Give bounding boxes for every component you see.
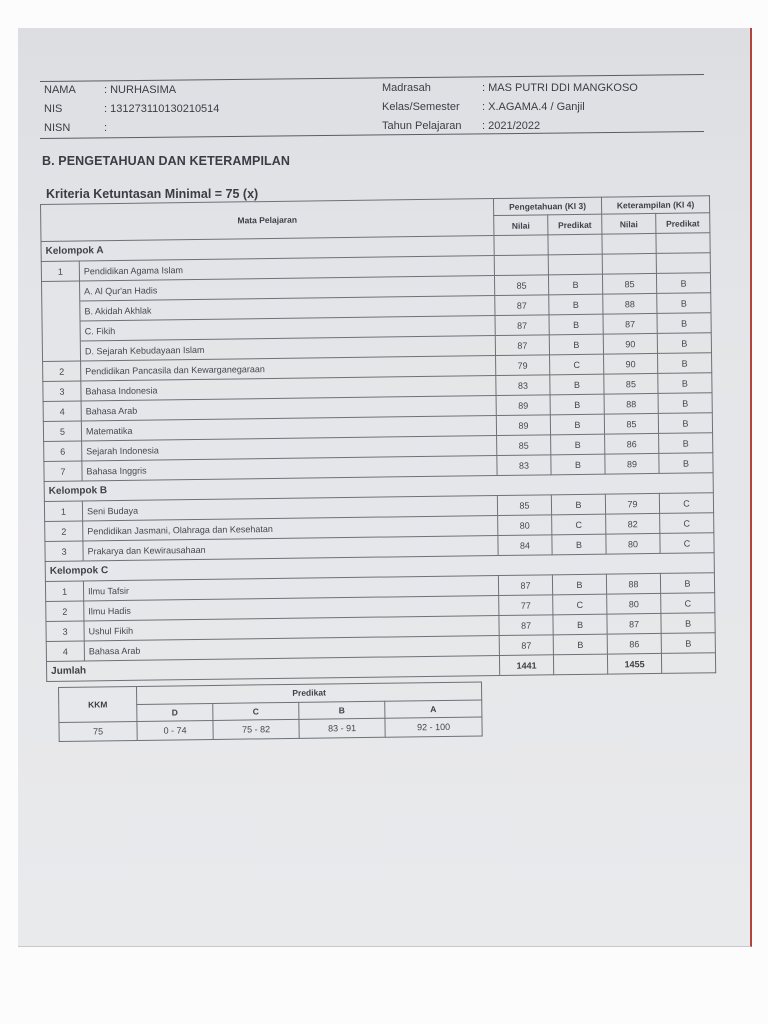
- ki4-predikat: B: [657, 313, 711, 334]
- ki3-nilai: 89: [496, 415, 550, 436]
- ki4-column-header: Keterampilan (KI 4): [601, 196, 709, 214]
- name-label: NAMA: [44, 84, 76, 96]
- ki4-nilai: 86: [607, 633, 661, 654]
- nisn-value: :: [104, 122, 108, 134]
- grade-b-header: B: [299, 701, 385, 720]
- subject-name: Pendidikan Jasmani, Olahraga dan Kesehatan: [83, 516, 498, 541]
- ki4-predikat: B: [661, 633, 715, 654]
- row-number: 6: [44, 441, 82, 461]
- subject-name: Pendidikan Agama Islam: [79, 256, 494, 281]
- ki4-predikat: C: [660, 513, 714, 534]
- ki4-nilai: 80: [606, 533, 660, 554]
- ki3-nilai: 80: [498, 515, 552, 536]
- subject-name: Ushul Fikih: [84, 616, 499, 641]
- subject-name: B. Akidah Akhlak: [80, 296, 495, 321]
- ki3-predikat: B: [549, 334, 603, 355]
- ki4-nilai: 87: [603, 313, 657, 334]
- ki3-nilai: 87: [499, 615, 553, 636]
- row-number: 1: [45, 581, 83, 601]
- header-bottom-rule: [40, 131, 704, 139]
- ki4-nilai: 85: [604, 413, 658, 434]
- ki4-predikat: B: [656, 273, 710, 294]
- ki3-nilai: 77: [499, 595, 553, 616]
- ki3-predikat: B: [548, 274, 602, 295]
- ki3-predikat: B: [551, 454, 605, 475]
- predikat-label: Predikat: [136, 682, 481, 704]
- ki4-predikat: C: [659, 493, 713, 514]
- ki3-nilai: 87: [498, 575, 552, 596]
- row-number: 3: [45, 541, 83, 561]
- subject-name: Ilmu Hadis: [84, 596, 499, 621]
- ki4-nilai: 80: [607, 593, 661, 614]
- kkm-title: Kriteria Ketuntasan Minimal = 75 (x): [46, 187, 259, 201]
- ki3-predikat: B: [550, 394, 604, 415]
- subject-name: Prakarya dan Kewirausahaan: [83, 536, 498, 561]
- ki4-predikat: B: [658, 413, 712, 434]
- madrasah-value: : MAS PUTRI DDI MANGKOSO: [482, 82, 638, 94]
- nisn-label: NISN: [44, 122, 71, 134]
- row-number: 1: [44, 501, 82, 521]
- ki4-nilai: 90: [603, 333, 657, 354]
- tahun-value: : 2021/2022: [482, 120, 541, 132]
- ki4-predikat: C: [660, 533, 714, 554]
- grades-body: [41, 233, 716, 682]
- subject-name: A. Al Qur'an Hadis: [80, 276, 495, 301]
- ki3-predikat: B: [551, 434, 605, 455]
- grades-table: [40, 195, 716, 682]
- subject-name: Sejarah Indonesia: [82, 436, 497, 461]
- ki3-predikat: C: [553, 594, 607, 615]
- subject-name: Pendidikan Pancasila dan Kewarganegaraan: [81, 356, 496, 381]
- ki4-predikat: B: [658, 353, 712, 374]
- ki3-nilai: 87: [495, 295, 549, 316]
- grade-a-header: A: [385, 699, 482, 718]
- ki3-predikat: B: [549, 314, 603, 335]
- nis-value: : 131273110130210514: [104, 103, 220, 115]
- subject-column-header: Mata Pelajaran: [41, 199, 494, 242]
- kelas-value: : X.AGAMA.4 / Ganjil: [482, 101, 585, 113]
- ki3-nilai: 83: [497, 455, 551, 476]
- nis-label: NIS: [44, 103, 63, 115]
- row-number: 5: [43, 421, 81, 441]
- ki4-predikat: B: [659, 433, 713, 454]
- ki4-nilai: 90: [604, 353, 658, 374]
- ki3-nilai: 87: [495, 315, 549, 336]
- ki3-nilai: 85: [497, 495, 551, 516]
- ki4-nilai: 85: [604, 373, 658, 394]
- subject-name: Ilmu Tafsir: [83, 576, 498, 601]
- ki3-predikat: B: [551, 494, 605, 515]
- subject-name: Matematika: [81, 416, 496, 441]
- total-label: Jumlah: [46, 656, 499, 682]
- section-title: B. PENGETAHUAN DAN KETERAMPILAN: [42, 154, 291, 168]
- ki3-predikat: B: [553, 614, 607, 635]
- ki3-nilai: 79: [496, 355, 550, 376]
- ki3-predikat: C: [552, 514, 606, 535]
- ki3-total: 1441: [499, 655, 553, 676]
- ki3-nilai: 85: [497, 435, 551, 456]
- group-a-label: Kelompok A: [41, 236, 494, 262]
- range-c: 75 - 82: [213, 719, 299, 739]
- ki4-nilai: 88: [603, 293, 657, 314]
- subject-name: C. Fikih: [80, 316, 495, 341]
- ki3-nilai: 87: [495, 335, 549, 356]
- tahun-label: Tahun Pelajaran: [382, 120, 462, 132]
- ki4-predikat: B: [657, 333, 711, 354]
- ki3-predikat: B: [550, 374, 604, 395]
- row-number: 1: [41, 261, 79, 281]
- ki4-nilai: 89: [605, 453, 659, 474]
- ki4-nilai: 79: [605, 493, 659, 514]
- ki3-predikat: B: [552, 574, 606, 595]
- header-top-rule: [40, 74, 704, 82]
- row-number: 3: [46, 621, 84, 641]
- ki3-predikat: B: [549, 294, 603, 315]
- ki3-nilai-header: Nilai: [494, 215, 548, 236]
- ki4-nilai: 88: [604, 393, 658, 414]
- ki4-total: 1455: [607, 653, 661, 674]
- grade-d-header: D: [137, 703, 213, 721]
- subject-name: D. Sejarah Kebudayaan Islam: [80, 336, 495, 361]
- range-b: 83 - 91: [299, 718, 385, 738]
- ki3-predikat: C: [550, 354, 604, 375]
- subject-name: Bahasa Indonesia: [81, 376, 496, 401]
- group-c-row-label: Kelompok C: [45, 553, 714, 582]
- ki3-nilai: 85: [494, 275, 548, 296]
- ki3-predikat: B: [553, 634, 607, 655]
- ki4-predikat: B: [660, 573, 714, 594]
- ki4-nilai: 82: [606, 513, 660, 534]
- ki4-predikat: B: [659, 453, 713, 474]
- subject-name: Seni Budaya: [82, 496, 497, 521]
- row-number: 2: [43, 361, 81, 381]
- group-b-row-label: Kelompok B: [44, 473, 713, 502]
- ki4-predikat: C: [661, 593, 715, 614]
- ki3-predikat: B: [550, 414, 604, 435]
- ki4-nilai: 88: [606, 573, 660, 594]
- row-number: 4: [43, 401, 81, 421]
- name-value: : NURHASIMA: [104, 84, 177, 96]
- kkm-table: [58, 681, 483, 742]
- ki4-predikat: B: [657, 293, 711, 314]
- ki3-predikat: B: [552, 534, 606, 555]
- row-number: 4: [46, 641, 84, 661]
- ki3-nilai: 84: [498, 535, 552, 556]
- ki4-nilai: 87: [607, 613, 661, 634]
- ki3-column-header: Pengetahuan (KI 3): [493, 197, 601, 215]
- ki4-predikat-header: Predikat: [656, 213, 710, 234]
- madrasah-label: Madrasah: [382, 82, 431, 94]
- subject-name: Bahasa Arab: [81, 396, 496, 421]
- kelas-label: Kelas/Semester: [382, 101, 460, 113]
- ki3-predikat-header: Predikat: [548, 214, 602, 235]
- ki3-nilai: 87: [499, 635, 553, 656]
- ki3-nilai: 83: [496, 375, 550, 396]
- kkm-label: KKM: [59, 686, 137, 722]
- ki4-nilai-header: Nilai: [602, 213, 656, 234]
- ki4-nilai: 86: [605, 433, 659, 454]
- row-number: 2: [45, 521, 83, 541]
- subject-name: Bahasa Inggris: [82, 456, 497, 481]
- range-d: 0 - 74: [137, 720, 213, 740]
- subject-name: Bahasa Arab: [84, 636, 499, 661]
- ki3-nilai: 89: [496, 395, 550, 416]
- row-number: 3: [43, 381, 81, 401]
- ki4-nilai: 85: [602, 273, 656, 294]
- kkm-value: 75: [59, 721, 137, 741]
- ki4-predikat: B: [658, 393, 712, 414]
- range-a: 92 - 100: [385, 717, 482, 737]
- ki4-predikat: B: [661, 613, 715, 634]
- row-number: 7: [44, 461, 82, 481]
- grade-c-header: C: [213, 702, 299, 721]
- row-number: 2: [46, 601, 84, 621]
- ki4-predikat: B: [658, 373, 712, 394]
